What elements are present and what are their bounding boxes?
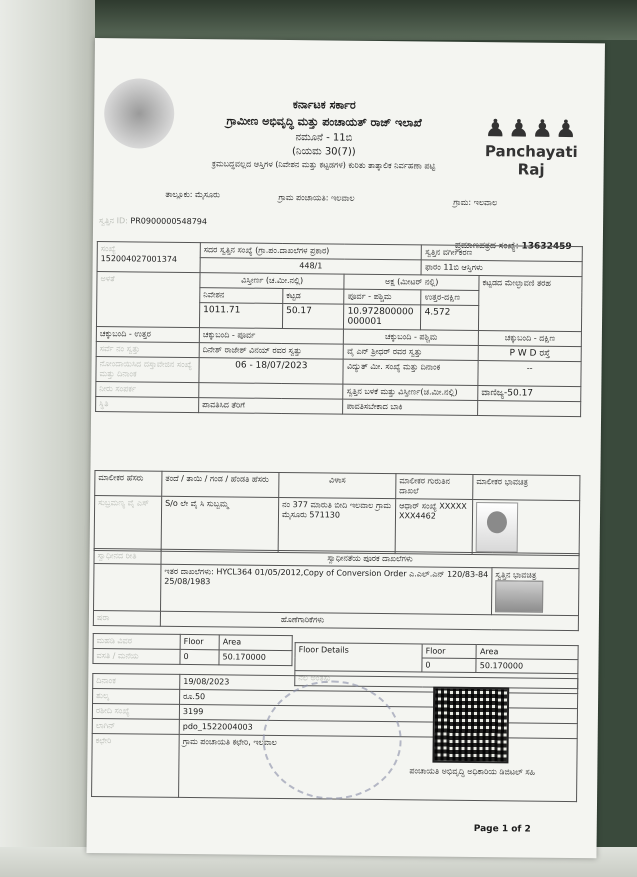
office-value: ಗ್ರಾಮ ಪಂಚಾಯತಿ ಕಛೇರಿ, ಇಲವಾಲ: [179, 734, 578, 801]
floor-right-area-header: Area: [476, 645, 578, 660]
site-label: ನಿವೇಶನ: [200, 288, 283, 304]
liabilities-label: ಹೊಣೆಗಾರಿಕೆಗಳು: [160, 611, 578, 630]
building-label: ಕಟ್ಟಡ: [283, 288, 345, 304]
scan-background-top: [0, 0, 637, 40]
taluk-value: ಮೈಸೂರು: [195, 190, 220, 200]
acquisition-table: [93, 548, 580, 631]
classification-value: ಫಾರಂ 11ಬಿ ಆಸ್ತಿಗಳು: [421, 260, 582, 277]
west-label: ಚಕ್ಕುಬಂದಿ - ಪಶ್ಚಿಮ: [344, 329, 479, 345]
water-label: ನೀರು ಸಂಪರ್ಕ: [96, 382, 199, 398]
document-page: [86, 38, 605, 858]
floor-right-area: 50.170000: [476, 659, 578, 674]
owner-father: S/o ಲೇ ವೈ ಸಿ ಸುಬ್ಬಮ್ಮ: [161, 496, 279, 552]
south-label: ಚಕ್ಕುಬಂದಿ - ದಕ್ಷಿಣ: [478, 331, 581, 347]
floor-right-floor-header: Floor: [422, 644, 477, 659]
building-type-label: ಕಟ್ಟಡದ ಮೇಲ್ಛಾವಣಿ ತರಹ: [479, 276, 582, 332]
certificate-number-value: 13632459: [521, 241, 572, 253]
form-number: ನಮೂನೆ - 11ಬಿ: [295, 132, 353, 144]
village-value: ಇಲವಾಲ: [473, 197, 498, 208]
owner-photo: [476, 502, 519, 552]
office-label: ಕಛೇರಿ: [92, 734, 180, 798]
north-south-label: ಉತ್ತರ-ದಕ್ಷಿಣ: [421, 290, 479, 306]
registration-value: 06 - 18/07/2023: [199, 358, 344, 385]
electricity-label: ವಿದ್ಯುತ್ ಮೀ. ಸಂಖ್ಯೆ ಮತ್ತು ದಿನಾಂಕ: [343, 359, 478, 385]
owner-name: ಸುಬ್ರಮಣ್ಯ ವೈ ಎಸ್: [94, 496, 162, 552]
floor-left-area-header: Area: [219, 635, 292, 651]
page-number: Page 1 of 2: [473, 824, 531, 835]
acquisition-docs: ಇತರ ದಾಖಲೆಗಳು: HYCL364 01/05/2012,Copy of Conversion Order ಎ.ಎಲ್.ಎನ್ 120/83-84 25/08/1983: [161, 564, 492, 614]
usage-label: ಸ್ವತ್ತಿನ ಬಳಕೆ ಮತ್ತು ವಿಸ್ತೀರ್ಣ(ಚ.ಮೀ.ನಲ್ಲಿ): [343, 384, 478, 400]
floor-left-area: 50.170000: [219, 650, 292, 666]
state-title: ಕರ್ನಾಟಕ ಸರ್ಕಾರ: [292, 98, 356, 112]
ref-number-cell: ಸಂಖ್ಯೆ 152004027001374: [97, 242, 200, 273]
latlong-label: ಅಕ್ಷ (ಮೀಟರ್ ನಲ್ಲಿ): [344, 274, 479, 290]
floor-left-floor-header: Floor: [180, 634, 219, 649]
owner-name-label: ಮಾಲೀಕರ ಹೆಸರು: [95, 471, 162, 497]
acquisition-label: ಸ್ವಾಧೀನದ ರೀತಿ: [94, 549, 161, 565]
remarks-label: ಷರಾ: [93, 611, 160, 627]
taluk-field: ತಾಲ್ಲೂಕು: ಮೈಸೂರು: [165, 189, 220, 200]
owner-table: [94, 470, 581, 556]
property-id-value: PR0900000548794: [130, 216, 208, 227]
owner-father-label: ತಂದೆ / ತಾಯಿ / ಗಂಡ / ಹೆಂಡತಿ ಹೆಸರು: [162, 471, 279, 497]
east-west-label: ಪೂರ್ವ - ಪಶ್ಚಿಮ: [344, 289, 421, 305]
panchayat-field: ಗ್ರಾಮ ಪಂಚಾಯತಿ: ಇಲವಾಲ: [278, 192, 355, 203]
village-field: ಗ್ರಾಮ: ಇಲವಾಲ: [453, 197, 498, 208]
north-label: ಚಕ್ಕುಬಂದಿ - ಉತ್ತರ: [96, 327, 199, 343]
east-west-value: 10.972800000000001: [344, 304, 421, 330]
owner-idproof: ಆಧಾರ್ ಸಂಖ್ಯೆ XXXXXXXX4462: [395, 499, 473, 555]
floor-table-left: [92, 633, 292, 666]
floor-left-label: ಮಹಡಿ ವಿವರ: [93, 634, 180, 650]
owner-photo-cell: [472, 499, 580, 555]
east-value: ದಿನೇಶ್ ರಾಜೇಶ್ ವಿನಯ್ ರವರ ಸ್ವತ್ತು: [199, 343, 344, 360]
property-id: ಸ್ವತ್ತಿನ ID: PR0900000548794: [99, 216, 208, 227]
building-area: 50.17: [282, 303, 344, 329]
registration-label: ನೋಂದಾಯಿಸಿದ ದಸ್ತಾವೇಜಿನ ಸಂಖ್ಯೆ ಮತ್ತು ದಿನಾಂಕ: [96, 357, 199, 383]
tax-due-label: ಪಾವತಿಸಬೇಕಾದ ಬಾಕಿ: [343, 399, 478, 415]
state-emblem-icon: [104, 78, 175, 149]
property-table: [95, 241, 583, 417]
ref-number: 152004027001374: [100, 254, 178, 264]
floor-right-title: Floor Details: [295, 643, 422, 672]
office-seal-icon: [262, 680, 402, 800]
date-label: ದಿನಾಂಕ: [93, 674, 180, 690]
login-label: ಲಾಗಿನ್: [92, 719, 179, 735]
fee-value: ರೂ.50: [180, 689, 578, 708]
floor-left-type: ವಸತಿ / ಮನೆಯ: [93, 649, 180, 665]
survey-number: 448/1: [200, 258, 422, 275]
electricity-value: --: [478, 361, 581, 387]
floor-left-floor: 0: [180, 649, 219, 664]
floor-right-type: ನೆಲ ಅಂತಸ್ತು: [295, 671, 578, 689]
department-title: ಗ್ರಾಮೀಣ ಅಭಿವೃದ್ಧಿ ಮತ್ತು ಪಂಚಾಯತ್ ರಾಜ್ ಇಲಾಖೆ: [226, 114, 422, 130]
receipt-value: 3199: [179, 704, 577, 723]
receipt-label: ರಶೀದಿ ಸಂಖ್ಯೆ: [92, 704, 179, 720]
classification-label: ಸ್ವತ್ತಿನ ವರ್ಗೀಕರಣ: [422, 245, 583, 262]
tax-paid-label: ಪಾವತಿಸಿದ ತೆರಿಗೆ: [199, 398, 344, 415]
tax-due-value: [478, 401, 581, 417]
fee-label: ಶುಲ್ಕ: [93, 689, 180, 705]
north-south-value: 4.572: [421, 305, 479, 331]
north-value: ಸರ್ವೆ ನಂ ಸ್ವತ್ತು: [96, 342, 199, 358]
floor-right-floor: 0: [422, 658, 477, 673]
owner-address: ನಂ 377 ಮಾರುತಿ ಬೀದಿ ಇಲವಾಲ ಗ್ರಾಮ ಮೈಸೂರು 571130: [278, 497, 396, 553]
west-value: ವೈ ಎನ್ ಶ್ರೀಧರ್ ರವರ ಸ್ವತ್ತು: [344, 344, 479, 360]
rule-number: (ನಿಯಮ 30(7)): [291, 146, 356, 158]
property-photo: [495, 580, 543, 613]
owner-address-label: ವಿಳಾಸ: [279, 472, 396, 498]
document-header: [194, 97, 455, 175]
login-value: pdo_1522004003: [179, 719, 577, 738]
south-value: P W D ರಸ್ತೆ: [478, 346, 581, 362]
area-label: ವಿಸ್ತೀರ್ಣ (ಚ.ಮೀ.ನಲ್ಲಿ): [200, 273, 345, 290]
property-photo-cell: [491, 568, 578, 616]
panchayat-value: ಇಲವಾಲ: [330, 193, 355, 203]
qr-code-icon: [432, 687, 509, 764]
certificate-number-label: ಪ್ರಮಾಣಪತ್ರದ ಸಂಖ್ಯೆ:: [454, 240, 519, 252]
panchayati-raj-logo: [479, 114, 585, 179]
water-value: [199, 383, 344, 400]
owner-photo-label: ಮಾಲೀಕರ ಭಾವಚಿತ್ರ: [473, 474, 580, 500]
form-subtitle: ಕ್ರಮಬದ್ಧವಲ್ಲದ ಆಸ್ತಿಗಳ (ನಿವೇಶನ ಮತ್ತು ಕಟ್ಟಡಗಳ) ಕುರಿತು ತಾತ್ಕಾಲಿಕ ನಿರ್ವಹಣಾ ಪಟ್ಟಿ: [212, 159, 436, 171]
status-label: ಸ್ಥಿತಿ: [96, 397, 199, 413]
acquisition-docs-label: ಸ್ವಾಧೀನತೆಯ ಪೂರಕ ದಾಖಲೆಗಳು: [161, 549, 579, 568]
people-logo-icon: ♟♟♟♟: [484, 114, 579, 144]
survey-label: ಸದರ ಸ್ವತ್ತಿನ ಸಂಖ್ಯೆ (ಗ್ರಾ.ಪಂ.ದಾಖಲೆಗಳ ಪ್ರಕಾರ): [200, 243, 422, 260]
date-value: 19/08/2023: [180, 674, 578, 693]
logo-text: Panchayati Raj: [484, 142, 578, 179]
digital-signature: ಪಂಚಾಯತಿ ಅಭಿವೃದ್ಧಿ ಅಧಿಕಾರಿಯ ಡಿಜಿಟಲ್ ಸಹಿ: [409, 766, 536, 777]
acquisition-type: [94, 564, 161, 612]
owner-id-label: ಮಾಲೀಕರ ಗುರುತಿನ ದಾಖಲೆ: [396, 474, 473, 500]
east-label: ಚಕ್ಕುಬಂದಿ - ಪೂರ್ವ: [199, 328, 344, 345]
usage-value: ವಾಣಿಜ್ಯ-50.17: [478, 386, 581, 402]
dimensions-row-label: ಅಳತೆ: [96, 272, 200, 328]
site-area: 1011.71: [199, 303, 282, 329]
scan-background-left: [0, 0, 95, 877]
property-photo-label: ಸ್ವತ್ತಿನ ಭಾವಚಿತ್ರ: [495, 570, 537, 580]
